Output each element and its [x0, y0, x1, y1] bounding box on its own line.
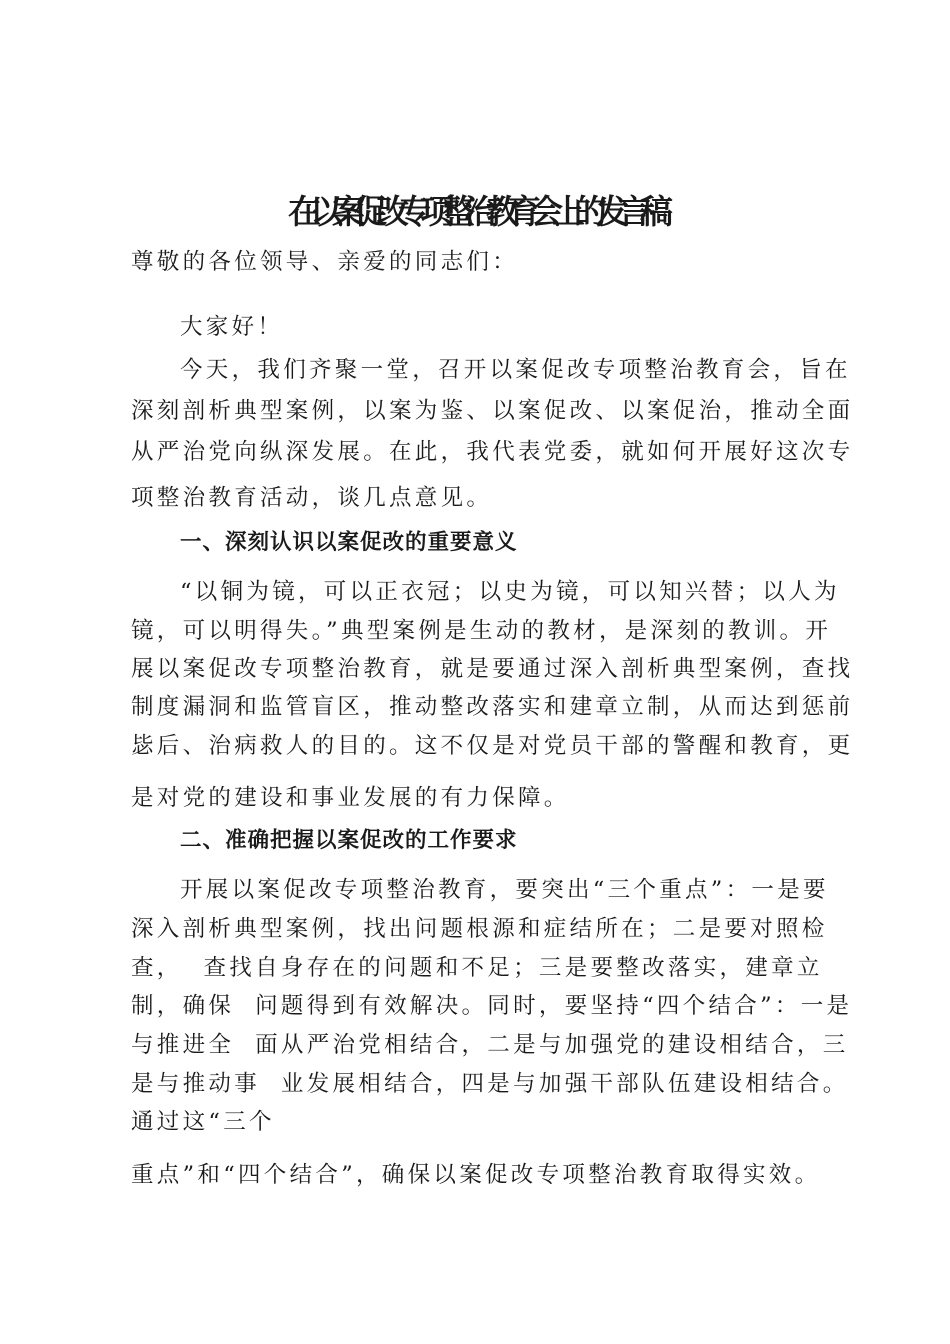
paragraph-line: 与推进全 面从严治党相结合，二是与加强党的建设相结合，三: [131, 1032, 849, 1058]
paragraph-line: 镜，可以明得失。”典型案例是生动的教材，是深刻的教训。开: [131, 618, 832, 644]
paragraph-line: 制度漏洞和监管盲区，推动整改落实和建章立制，从而达到惩前: [131, 694, 854, 720]
paragraph-line: 通过这“三个: [131, 1109, 275, 1135]
intro-line: 项整治教育活动，谈几点意见。: [131, 485, 493, 511]
intro-line: 从严治党向纵深发展。在此，我代表党委，就如何开展好这次专: [131, 439, 854, 465]
salutation: 尊敬的各位领导、亲爱的同志们：: [131, 249, 519, 275]
intro-line: 今天，我们齐聚一堂，召开以案促改专项整治教育会，旨在: [180, 357, 851, 383]
section-heading: 二、准确把握以案促改的工作要求: [180, 828, 518, 853]
paragraph-line: 开展以案促改专项整治教育，要突出“三个重点”：一是要: [180, 877, 829, 903]
paragraph-line: 是与推动事 业发展相结合，四是与加强干部队伍建设相结合。: [131, 1071, 849, 1097]
paragraph-line: 展以案促改专项整治教育，就是要通过深入剖析典型案例，查找: [131, 656, 854, 682]
paragraph-line: 查， 查找自身存在的问题和不足；三是要整改落实，建章立: [131, 955, 823, 981]
paragraph-line: 是对党的建设和事业发展的有力保障。: [131, 785, 570, 811]
paragraph-line: 重点”和“四个结合”，确保以案促改专项整治教育取得实效。: [131, 1162, 821, 1188]
section-heading: 一、深刻认识以案促改的重要意义: [180, 530, 518, 555]
paragraph-line: 深入剖析典型案例，找出问题根源和症结所在；二是要对照检: [131, 916, 828, 942]
greeting: 大家好！: [180, 314, 284, 340]
paragraph-line: 毖后、治病救人的目的。这不仅是对党员干部的警醒和教育，更: [131, 733, 854, 759]
document-title: 在以案促改专项整治教育会上的发言稿: [288, 192, 662, 231]
paragraph-line: “以铜为镜，可以正衣冠；以史为镜，可以知兴替；以人为: [180, 579, 840, 605]
paragraph-line: 制，确保 问题得到有效解决。同时，要坚持“四个结合”：一是: [131, 993, 853, 1019]
intro-line: 深刻剖析典型案例，以案为鉴、以案促改、以案促治，推动全面: [131, 398, 854, 424]
